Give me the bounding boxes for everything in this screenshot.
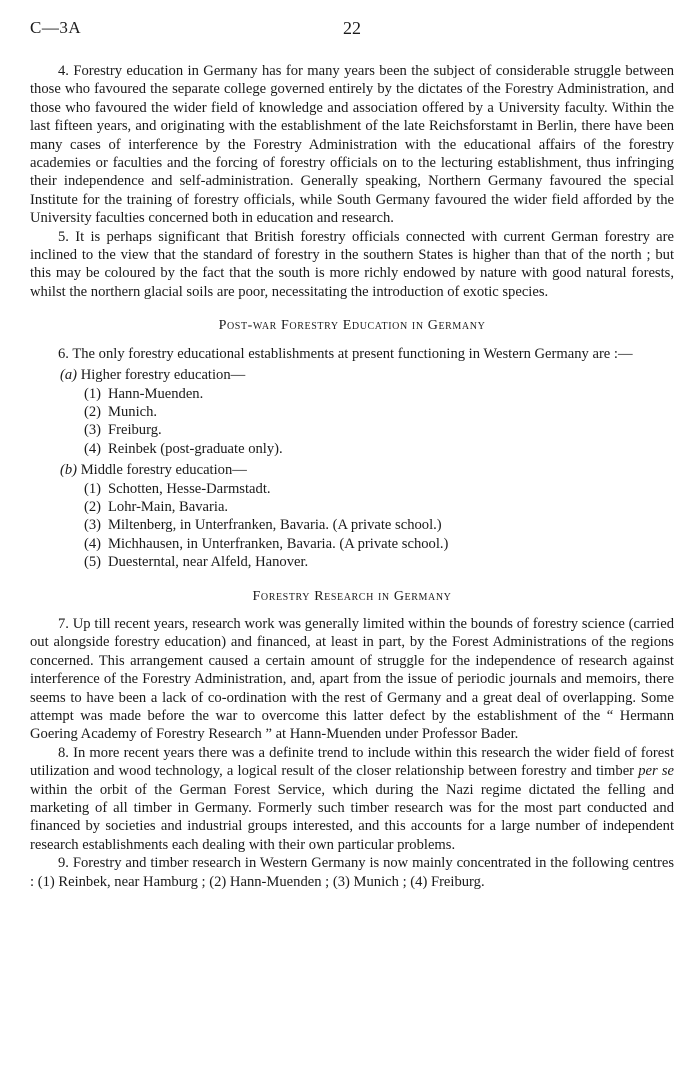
category-letter: (a) (60, 367, 78, 384)
section-heading-research: Forestry Research in Germany (252, 588, 452, 604)
list-item: (2) Munich. (84, 403, 158, 420)
middle-education-heading (60, 461, 674, 479)
list-item: (5) Duesterntal, near Alfeld, Hanover. (84, 554, 309, 571)
page-header (30, 18, 674, 38)
paragraph-7: 7. Up till recent years, research work was generally limited within the bounds of forestry science (carried out alongside forestry education) and financed, at least in part, by the Forest Administrations of the regions concerned. This arrangement caused a certain amount of struggle for the independence of research against interference of the Forestry Administration, and, apart from the issue of periodic journals and memoirs, there seems to have been a lack of co-ordination with the rest of Germany and a great deal of overlapping. Some attempt was made before the war to overcome this latter defect by the establishment of the “ Hermann Goering Academy of Forestry Research ” at Hann-Muenden under Professor Bader. (30, 615, 674, 743)
paragraph-6: 6. The only forestry educational establishments at present functioning in Western Germany are :— (58, 345, 633, 362)
list-item: (2) Lohr-Main, Bavaria. (84, 498, 229, 515)
document-reference: C—3A (30, 18, 82, 37)
middle-education-list (30, 480, 674, 572)
paragraph-8: 8. In more recent years there was a definite trend to include within this research the wider field of forest utilization and wood technology, a logical result of the closer relationship between forestry and timber per se within the orbit of the German Forest Service, which during the Nazi regime dictated the felling and marketing of all timber in Germany. Formerly such timber research was for the most part conducted and financed by societies and industrial groups interested, and this accounts for a large number of independent research establishments each dealing with their own particular problems. (30, 744, 674, 853)
category-label: Higher forestry education— (80, 367, 246, 384)
category-letter: (b) (60, 462, 78, 479)
list-item: (4) Reinbek (post-graduate only). (84, 440, 283, 457)
section-heading-education: Post-war Forestry Education in Germany (218, 318, 486, 334)
italic-term: per se (638, 763, 674, 780)
page-number: 22 (343, 18, 361, 38)
paragraph-5: 5. It is perhaps significant that British forestry officials connected with current German forestry are inclined to the view that the standard of forestry in the southern States is higher than that of the north ; but this may be coloured by the fact that the south is more richly endowed by nature with good natural forests, whilst the northern glacial soils are poor, necessitating the introduction of exotic species. (30, 228, 674, 300)
category-label: Middle forestry education— (80, 462, 247, 479)
list-item: (1) Hann-Muenden. (84, 385, 204, 402)
list-item: (1) Schotten, Hesse-Darmstadt. (84, 480, 271, 497)
paragraph-9: 9. Forestry and timber research in Western Germany is now mainly concentrated in the following centres : (1) Reinbek, near Hamburg ; (2) Hann-Muenden ; (3) Munich ; (4) Freiburg. (30, 855, 674, 890)
higher-education-list (30, 385, 674, 459)
document-body (30, 62, 674, 891)
list-item: (3) Freiburg. (84, 422, 162, 439)
paragraph-4: 4. Forestry education in Germany has for many years been the subject of considerable struggle between those who favoured the separate college governed entirely by the dictates of the Forestry Administration, and those who favoured the wider field of knowledge and association offered by a University faculty. Within the last fifteen years, and originating with the establishment of the late Reichsforstamt in Berlin, there have been many cases of interference by the Forestry Administration with the educational affairs of the forestry academies or faculties and the forcing of forestry officials on to the lecturing establishment, thus infringing their independence and self-administration. Generally speaking, Northern Germany favoured the special Institute for the training of forestry officials, while South Germany favoured the wider field afforded by the University faculties concerned both in education and research. (30, 63, 674, 227)
list-item: (3) Miltenberg, in Unterfranken, Bavaria. (A private school.) (84, 517, 442, 534)
higher-education-heading (60, 366, 674, 384)
list-item: (4) Michhausen, in Unterfranken, Bavaria. (A private school.) (84, 535, 449, 552)
